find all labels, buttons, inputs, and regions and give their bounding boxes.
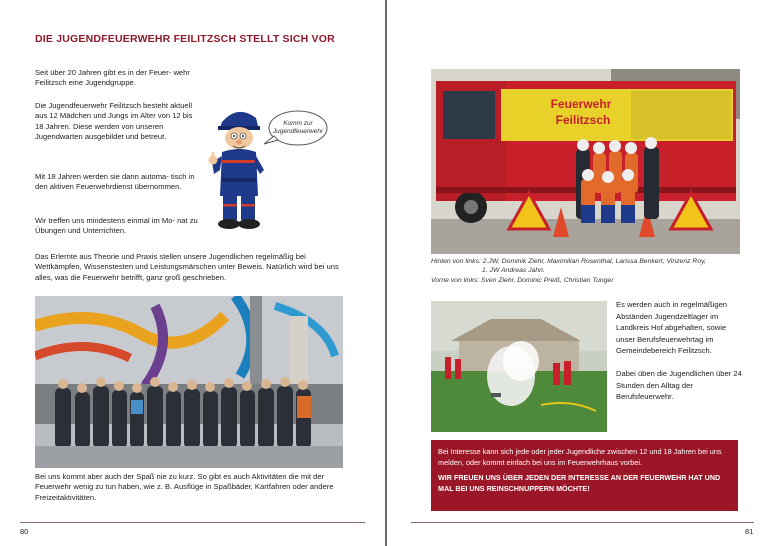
contact-callout [431, 440, 738, 511]
page-number: 81 [745, 527, 754, 536]
meetings-paragraph: Wir treffen uns mindestens einmal im Mo- nat zu Übungen und Unterrichten. [35, 216, 198, 236]
practice-paragraph: Dabei üben die Jugendlichen über 24 Stunden den Alltag der Berufsfeuerwehr. [616, 369, 742, 402]
page-number: 80 [20, 527, 29, 536]
competition-paragraph: Das Erlernte aus Theorie und Praxis stellen unsere Jugendlichen regelmäßig bei Wettkämpfen, Wissenstesten und Leistungsmärschen unter Beweis. Natürlich wird bei uns alles, was die Feuerwehr betrifft, ganz groß geschrieben. [35, 252, 339, 282]
bubble-text-1: Komm zur [283, 120, 313, 127]
right-page [387, 0, 772, 546]
truck-text-2: Feilitzsch [555, 113, 611, 127]
waterpark-group-photo [35, 296, 343, 468]
camp-paragraph: Es werden auch in regelmäßigen Abständen Jugendzeltlager im Landkreis Hof abgehalten, sowie unser Berufsfeuerwehrtag im Gemeindebereich Feilitzsch. [616, 300, 728, 356]
transfer-paragraph: Mit 18 Jahren werden sie dann automa- tisch in den aktiven Feuerwehrdienst übernommen. [35, 172, 195, 192]
footer-rule [20, 522, 365, 523]
page-title: DIE JUGENDFEUERWEHR FEILITZSCH STELLT SICH VOR [35, 33, 335, 45]
firefighter-mascot [208, 100, 330, 232]
photo-caption-line1: Hinten von links: 2.JW. Dominik Ziehr, Maximilian Rosenthal, Larissa Benkert, Vinzenz Roy, [431, 258, 706, 265]
contact-text: Bei Interesse kann sich jede oder jeder Jugendliche zwischen 12 und 18 Jahren bei uns melden, oder kommt einfach bei uns im Feuerwehrhaus vorbei. [438, 447, 722, 467]
fun-paragraph: Bei uns kommt aber auch der Spaß nie zu kurz. So gibt es auch Aktivitäten die mit der Feuerwehr wenig zu tun haben, wie z. B. Ausflüge in Spaßbäder, Kartfahren oder andere Freizeitaktivitäten. [35, 472, 334, 502]
footer-rule [411, 522, 754, 523]
photo-caption-line3: Vorne von links: Sven Ziehr, Dominic Preiß, Christian Tunger [431, 277, 614, 284]
fire-truck-photo [431, 69, 740, 254]
contact-slogan: WIR FREUEN UNS ÜBER JEDEN DER INTERESSE AN DER FEUERWEHR HAT UND MAL BEI UNS REINSCHNUPPERN MÖCHTE! [438, 473, 721, 493]
exercise-photo [431, 301, 607, 432]
truck-text-1: Feuerwehr [550, 97, 612, 111]
photo-caption-line2: 1. JW Andreas Jahn. [482, 267, 545, 274]
members-paragraph: Die Jugendfeuerwehr Feilitzsch besteht aktuell aus 12 Mädchen und Jungs im Alter von 12 bis 18 Jahren. Diese werden von unseren Jugendwarten ausgebildet und betreut. [35, 101, 193, 142]
intro-paragraph: Seit über 20 Jahren gibt es in der Feuer- wehr Feilitzsch eine Jugendgruppe. [35, 68, 190, 88]
bubble-text-2: Jugendfeuerwehr [272, 128, 324, 135]
